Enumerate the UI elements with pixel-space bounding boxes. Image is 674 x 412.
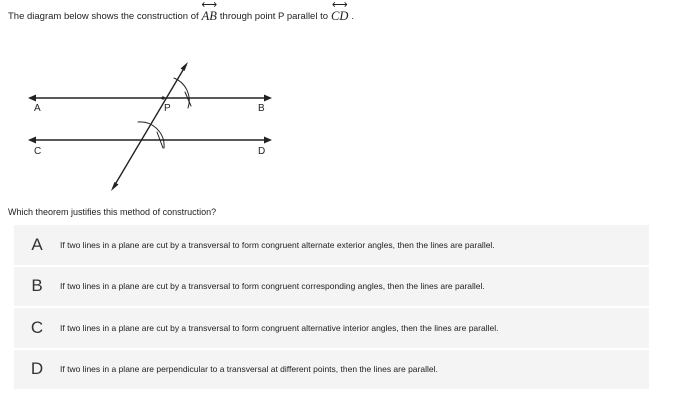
line-cd-label: CD: [331, 8, 349, 23]
answer-option-d[interactable]: [14, 350, 649, 392]
line-ab-label: AB: [201, 8, 217, 23]
double-arrow-icon: ⟷: [331, 0, 348, 11]
prompt-text-middle: through point P parallel to: [219, 11, 329, 22]
label-p: P: [164, 103, 171, 114]
option-letter: D: [30, 359, 44, 379]
arrowhead-a: [28, 95, 36, 102]
line-cd-notation: [331, 0, 349, 23]
arrowhead-transversal-bottom: [111, 182, 119, 191]
arrowhead-d: [264, 137, 272, 144]
label-c: C: [34, 146, 42, 157]
option-text: If two lines in a plane are cut by a transversal to form congruent alternate exterior angles, then the lines are parallel.: [60, 239, 495, 250]
line-ab-notation: [201, 0, 218, 23]
arrowhead-b: [264, 95, 272, 102]
question-prompt: [8, 0, 354, 26]
option-text: If two lines in a plane are perpendicular to a transversal at different points, then the lines are parallel.: [60, 364, 438, 375]
arrowhead-transversal-top: [181, 62, 189, 71]
label-a: A: [34, 103, 41, 114]
answer-option-a[interactable]: [14, 225, 649, 267]
point-p: [161, 96, 164, 99]
answer-option-b[interactable]: [14, 267, 649, 309]
transversal: [113, 65, 186, 188]
prompt-text-before: The diagram below shows the construction of: [8, 11, 199, 22]
option-letter: C: [30, 317, 44, 337]
arc-at-cd: [138, 122, 164, 148]
option-letter: A: [31, 234, 43, 254]
option-text: If two lines in a plane are cut by a transversal to form congruent corresponding angles, then the lines are parallel.: [60, 281, 485, 292]
option-letter: B: [31, 276, 43, 296]
answer-option-c[interactable]: [14, 308, 649, 350]
label-b: B: [258, 103, 265, 114]
arrowhead-c: [28, 137, 36, 144]
double-arrow-icon: ⟷: [201, 0, 218, 11]
prompt-text-end: .: [351, 11, 355, 22]
answer-options: [14, 225, 649, 391]
label-d: D: [258, 146, 266, 157]
construction-diagram: [20, 60, 280, 200]
option-text: If two lines in a plane are cut by a transversal to form congruent alternative interior angles, then the lines are parallel.: [60, 322, 499, 333]
question-text: Which theorem justifies this method of construction?: [8, 207, 217, 217]
